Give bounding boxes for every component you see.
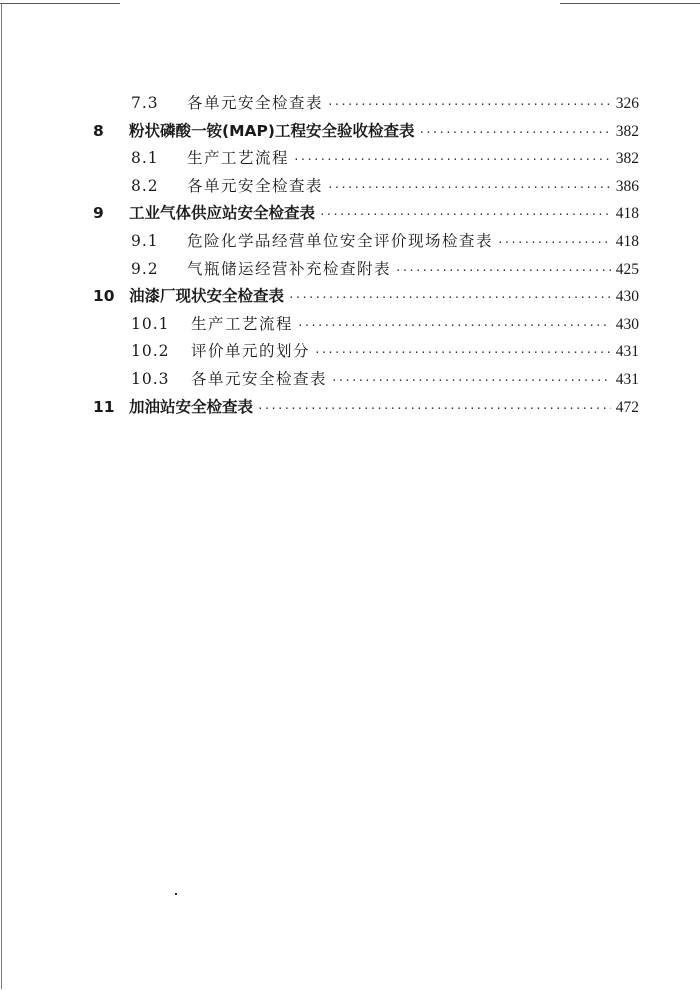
toc-entry-number: 8 xyxy=(93,121,104,140)
dot-leader xyxy=(293,312,611,339)
table-of-contents xyxy=(93,90,639,421)
toc-entry-title: 生产工艺流程 xyxy=(191,314,294,333)
toc-entry-number: 9.1 xyxy=(131,231,159,250)
dot-leader xyxy=(493,229,611,256)
toc-entry[interactable] xyxy=(93,283,639,311)
dot-leader xyxy=(327,367,611,394)
toc-entry[interactable] xyxy=(93,173,639,201)
toc-entry-number: 10.3 xyxy=(131,369,170,388)
dot-leader xyxy=(315,201,611,228)
dot-leader xyxy=(414,119,611,146)
toc-entry-number: 11 xyxy=(93,397,115,416)
toc-entry[interactable] xyxy=(93,200,639,228)
page-left-edge xyxy=(1,3,2,989)
toc-entry-title: 危险化学品经营单位安全评价现场检查表 xyxy=(187,231,494,250)
toc-entry-title: 加油站安全检查表 xyxy=(129,397,254,416)
toc-entry-page: 382 xyxy=(615,122,639,140)
toc-entry-number: 10.1 xyxy=(131,314,170,333)
toc-entry-page: 326 xyxy=(615,95,639,112)
toc-entry-page: 472 xyxy=(615,398,639,416)
toc-entry[interactable] xyxy=(93,228,639,256)
toc-entry-title: 粉状磷酸一铵(MAP)工程安全验收检查表 xyxy=(129,121,415,140)
scan-speck xyxy=(175,893,177,895)
toc-entry[interactable] xyxy=(93,256,639,284)
toc-entry-page: 430 xyxy=(615,288,639,306)
toc-entry-number: 8.2 xyxy=(131,176,159,195)
toc-entry-page: 386 xyxy=(615,177,639,195)
toc-entry-number: 7.3 xyxy=(131,94,159,112)
toc-entry[interactable] xyxy=(93,311,639,339)
dot-leader xyxy=(284,284,611,311)
dot-leader xyxy=(253,395,611,422)
dot-leader xyxy=(323,174,611,201)
toc-entry-title: 各单元安全检查表 xyxy=(187,176,324,195)
toc-entry-number: 10 xyxy=(93,287,115,306)
toc-entry-title: 评价单元的划分 xyxy=(191,342,311,361)
toc-entry-title: 各单元安全检查表 xyxy=(187,94,324,112)
toc-entry-title: 生产工艺流程 xyxy=(187,149,290,168)
toc-entry-number: 8.1 xyxy=(131,149,159,168)
dot-leader xyxy=(391,257,611,284)
toc-entry-title: 油漆厂现状安全检查表 xyxy=(129,287,285,306)
toc-entry-page: 431 xyxy=(615,343,639,361)
dot-leader xyxy=(289,146,611,173)
toc-entry-page: 418 xyxy=(615,205,639,223)
toc-entry[interactable] xyxy=(93,90,639,118)
toc-entry-page: 430 xyxy=(615,315,639,333)
toc-entry-page: 382 xyxy=(615,150,639,168)
toc-entry-page: 431 xyxy=(615,370,639,388)
dot-leader xyxy=(323,91,611,118)
toc-entry[interactable] xyxy=(93,338,639,366)
toc-entry-page: 425 xyxy=(615,260,639,278)
toc-entry-title: 气瓶储运经营补充检查附表 xyxy=(187,259,392,278)
top-border-left xyxy=(0,3,120,4)
top-border-right xyxy=(560,3,700,4)
dot-leader xyxy=(310,339,611,366)
toc-entry[interactable] xyxy=(93,366,639,394)
toc-entry-number: 9 xyxy=(93,204,104,223)
toc-entry-page: 418 xyxy=(615,232,639,250)
toc-entry-number: 9.2 xyxy=(131,259,159,278)
toc-entry-title: 各单元安全检查表 xyxy=(191,369,328,388)
toc-entry[interactable] xyxy=(93,118,639,146)
toc-entry-title: 工业气体供应站安全检查表 xyxy=(129,204,316,223)
toc-entry[interactable] xyxy=(93,145,639,173)
toc-entry-number: 10.2 xyxy=(131,342,170,361)
toc-entry[interactable] xyxy=(93,394,639,422)
